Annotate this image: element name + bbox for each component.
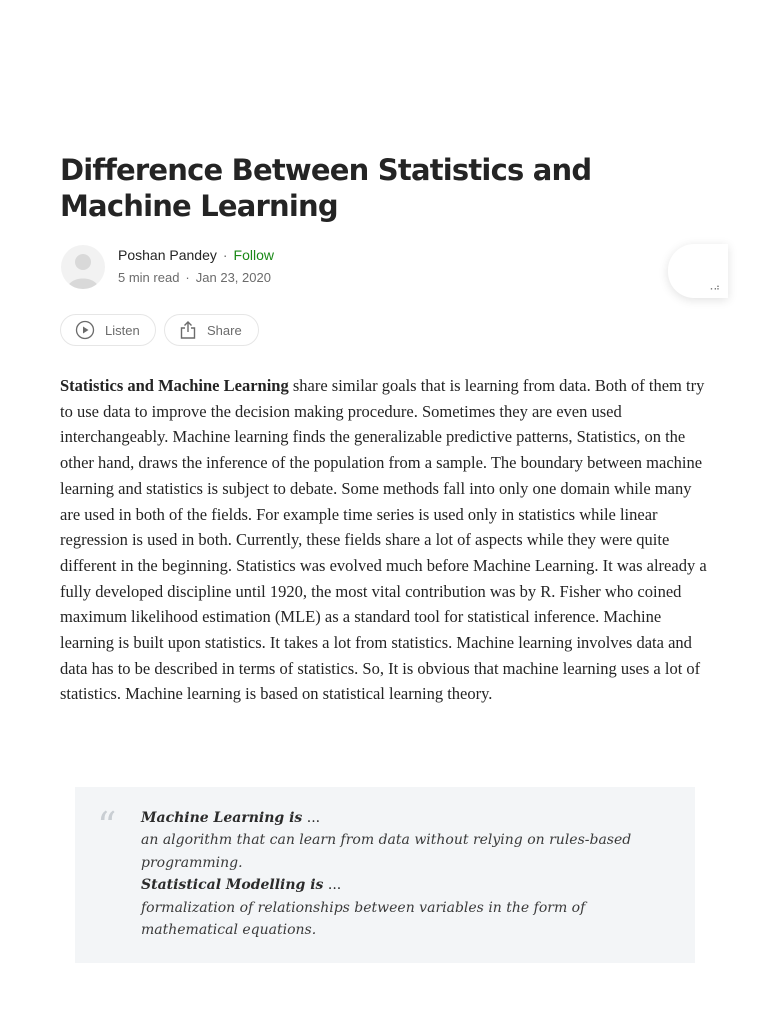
ml-heading: Machine Learning is — [141, 810, 303, 826]
article-paragraph — [60, 373, 710, 707]
ml-definition: an algorithm that can learn from data without relying on rules-based programming. — [141, 832, 632, 871]
share-button[interactable] — [164, 314, 259, 346]
play-circle-icon — [75, 320, 95, 340]
quote-figure — [75, 787, 695, 963]
share-label: Share — [207, 322, 242, 338]
listen-button[interactable] — [60, 314, 156, 346]
article-meta — [118, 269, 271, 287]
lead-bold-text: Statistics and Machine Learning — [60, 376, 289, 395]
separator-dot: · — [222, 247, 228, 263]
quote-mark-icon: “ — [97, 804, 117, 848]
paragraph-text: share similar goals that is learning from data. Both of them try to use data to improve the decision making procedure. Sometimes they are even used interchangeably. Machine learning finds the generalizable predictive patterns, Statistics, on the other hand, draws the inference of the population from a sample. The boundary between machine learning and statistics is subject to debate. Some methods fall into only one domain while many are used in both of the fields. For example time series is used only in statistics while linear regression is used in both. Currently, these fields share a lot of aspects while they were quite different in the beginning. Statistics was evolved much before Machine Learning. It was already a fully developed discipline until 1920, the most vital contribution was by R. Fisher who coined maximum likelihood estimation (MLE) as a standard tool for statistical inference. Machine learning is built upon statistics. It takes a lot from statistics. Machine learning involves data and data has to be described in terms of statistics. So, It is obvious that machine learning uses a lot of statistics. Machine learning is based on statistical learning theory. — [60, 376, 707, 704]
listen-label: Listen — [105, 322, 140, 338]
separator-dot: · — [185, 270, 190, 285]
sm-ellipsis: ... — [323, 877, 342, 894]
floating-action-widget[interactable] — [668, 244, 728, 298]
ml-ellipsis: ... — [302, 810, 321, 826]
read-time: 5 min read — [118, 270, 180, 285]
avatar-placeholder-icon — [61, 245, 105, 289]
author-name[interactable]: Poshan Pandey — [118, 247, 217, 263]
sm-heading: Statistical Modelling is — [141, 877, 324, 894]
follow-button[interactable]: Follow — [233, 247, 274, 263]
share-icon — [179, 320, 197, 340]
resize-grip-icon: ⠠⠴ — [706, 282, 720, 292]
quote-content — [141, 807, 681, 941]
article-title: Difference Between Statistics and Machine Learning — [60, 153, 592, 223]
sm-definition: formalization of relationships between variables in the form of mathematical equations. — [141, 899, 586, 939]
author-row — [118, 246, 274, 264]
publish-date: Jan 23, 2020 — [195, 270, 271, 285]
author-avatar[interactable] — [61, 245, 105, 289]
